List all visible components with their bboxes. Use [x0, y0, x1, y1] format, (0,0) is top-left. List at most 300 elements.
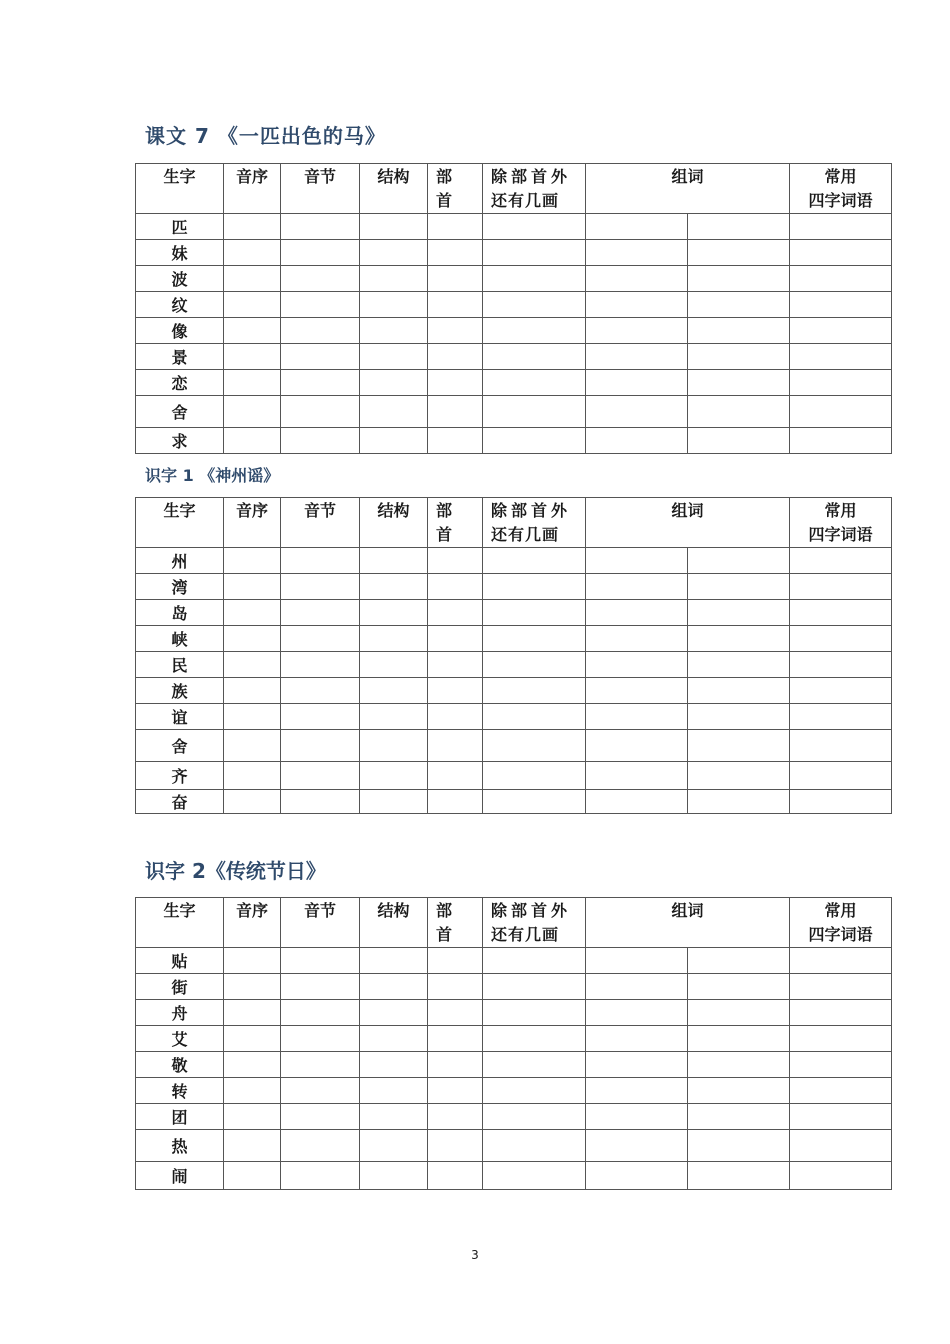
table-row	[136, 948, 892, 974]
idiom-cell[interactable]	[790, 1026, 892, 1052]
strokes-cell[interactable]	[483, 266, 586, 292]
order-cell[interactable]	[224, 626, 281, 652]
syllable-cell[interactable]	[281, 292, 360, 318]
page-number: 3	[471, 1248, 479, 1262]
syllable-cell[interactable]	[281, 762, 360, 790]
header-structure: 结构	[360, 164, 428, 214]
order-cell[interactable]	[224, 318, 281, 344]
word-cell-2[interactable]	[688, 396, 790, 428]
structure-cell[interactable]	[360, 626, 428, 652]
order-cell[interactable]	[224, 678, 281, 704]
table-row	[136, 1130, 892, 1162]
structure-cell[interactable]	[360, 266, 428, 292]
character-cell: 舍	[136, 730, 224, 762]
header-idioms-line2: 四字词语	[808, 525, 873, 544]
header-syllable: 音节	[281, 898, 360, 948]
word-cell-1[interactable]	[586, 214, 688, 240]
idiom-cell[interactable]	[790, 1162, 892, 1190]
table-row	[136, 292, 892, 318]
header-strokes-line2: 还有几画	[491, 191, 560, 210]
order-cell[interactable]	[224, 396, 281, 428]
word-cell-1[interactable]	[586, 266, 688, 292]
radical-cell[interactable]	[428, 1104, 483, 1130]
strokes-cell[interactable]	[483, 214, 586, 240]
strokes-cell[interactable]	[483, 1130, 586, 1162]
radical-cell[interactable]	[428, 704, 483, 730]
character-cell: 舟	[136, 1000, 224, 1026]
table-row	[136, 318, 892, 344]
structure-cell[interactable]	[360, 396, 428, 428]
order-cell[interactable]	[224, 1052, 281, 1078]
idiom-cell[interactable]	[790, 240, 892, 266]
idiom-cell[interactable]	[790, 974, 892, 1000]
word-cell-1[interactable]	[586, 292, 688, 318]
word-cell-1[interactable]	[586, 1130, 688, 1162]
idiom-cell[interactable]	[790, 318, 892, 344]
idiom-cell[interactable]	[790, 1000, 892, 1026]
character-cell: 州	[136, 548, 224, 574]
word-cell-2[interactable]	[688, 704, 790, 730]
header-structure: 结构	[360, 498, 428, 548]
syllable-cell[interactable]	[281, 600, 360, 626]
strokes-cell[interactable]	[483, 370, 586, 396]
character-cell: 匹	[136, 214, 224, 240]
strokes-cell[interactable]	[483, 762, 586, 790]
structure-cell[interactable]	[360, 240, 428, 266]
word-cell-1[interactable]	[586, 548, 688, 574]
strokes-cell[interactable]	[483, 1026, 586, 1052]
section-title-literacy1: 识字 1 《神州谣》	[145, 466, 280, 485]
character-cell: 街	[136, 974, 224, 1000]
structure-cell[interactable]	[360, 1130, 428, 1162]
radical-cell[interactable]	[428, 600, 483, 626]
word-cell-2[interactable]	[688, 240, 790, 266]
header-order: 音序	[224, 498, 281, 548]
word-cell-2[interactable]	[688, 790, 790, 814]
order-cell[interactable]	[224, 1130, 281, 1162]
word-cell-2[interactable]	[688, 762, 790, 790]
idiom-cell[interactable]	[790, 214, 892, 240]
structure-cell[interactable]	[360, 292, 428, 318]
word-cell-1[interactable]	[586, 370, 688, 396]
word-cell-2[interactable]	[688, 678, 790, 704]
header-idioms-line2: 四字词语	[808, 191, 873, 210]
character-cell: 热	[136, 1130, 224, 1162]
structure-cell[interactable]	[360, 704, 428, 730]
syllable-cell[interactable]	[281, 652, 360, 678]
header-idioms	[790, 164, 892, 214]
order-cell[interactable]	[224, 370, 281, 396]
idiom-cell[interactable]	[790, 626, 892, 652]
word-cell-1[interactable]	[586, 730, 688, 762]
strokes-cell[interactable]	[483, 574, 586, 600]
table-row	[136, 600, 892, 626]
table-row	[136, 652, 892, 678]
table-row	[136, 1026, 892, 1052]
radical-cell[interactable]	[428, 1000, 483, 1026]
header-radical	[428, 498, 483, 548]
idiom-cell[interactable]	[790, 548, 892, 574]
structure-cell[interactable]	[360, 948, 428, 974]
structure-cell[interactable]	[360, 730, 428, 762]
order-cell[interactable]	[224, 1104, 281, 1130]
table-row	[136, 974, 892, 1000]
strokes-cell[interactable]	[483, 1052, 586, 1078]
word-cell-2[interactable]	[688, 626, 790, 652]
word-cell-2[interactable]	[688, 1104, 790, 1130]
strokes-cell[interactable]	[483, 344, 586, 370]
radical-cell[interactable]	[428, 266, 483, 292]
order-cell[interactable]	[224, 574, 281, 600]
idiom-cell[interactable]	[790, 600, 892, 626]
radical-cell[interactable]	[428, 1130, 483, 1162]
idiom-cell[interactable]	[790, 652, 892, 678]
radical-cell[interactable]	[428, 626, 483, 652]
character-cell: 波	[136, 266, 224, 292]
character-cell: 舍	[136, 396, 224, 428]
header-strokes-line2: 还有几画	[491, 925, 560, 944]
order-cell[interactable]	[224, 1000, 281, 1026]
order-cell[interactable]	[224, 600, 281, 626]
syllable-cell[interactable]	[281, 370, 360, 396]
structure-cell[interactable]	[360, 600, 428, 626]
syllable-cell[interactable]	[281, 1162, 360, 1190]
word-cell-2[interactable]	[688, 428, 790, 454]
word-cell-2[interactable]	[688, 214, 790, 240]
header-idioms	[790, 498, 892, 548]
word-cell-2[interactable]	[688, 730, 790, 762]
strokes-cell[interactable]	[483, 240, 586, 266]
idiom-cell[interactable]	[790, 1130, 892, 1162]
word-cell-2[interactable]	[688, 344, 790, 370]
word-cell-2[interactable]	[688, 292, 790, 318]
word-cell-1[interactable]	[586, 574, 688, 600]
radical-cell[interactable]	[428, 974, 483, 1000]
radical-cell[interactable]	[428, 948, 483, 974]
word-cell-1[interactable]	[586, 652, 688, 678]
word-cell-2[interactable]	[688, 1130, 790, 1162]
syllable-cell[interactable]	[281, 240, 360, 266]
radical-cell[interactable]	[428, 428, 483, 454]
idiom-cell[interactable]	[790, 1052, 892, 1078]
radical-cell[interactable]	[428, 548, 483, 574]
structure-cell[interactable]	[360, 214, 428, 240]
syllable-cell[interactable]	[281, 790, 360, 814]
word-cell-1[interactable]	[586, 678, 688, 704]
word-cell-1[interactable]	[586, 318, 688, 344]
word-cell-1[interactable]	[586, 600, 688, 626]
syllable-cell[interactable]	[281, 1130, 360, 1162]
strokes-cell[interactable]	[483, 318, 586, 344]
radical-cell[interactable]	[428, 1026, 483, 1052]
syllable-cell[interactable]	[281, 974, 360, 1000]
word-cell-1[interactable]	[586, 1052, 688, 1078]
syllable-cell[interactable]	[281, 1000, 360, 1026]
word-cell-1[interactable]	[586, 1162, 688, 1190]
word-cell-2[interactable]	[688, 948, 790, 974]
structure-cell[interactable]	[360, 318, 428, 344]
idiom-cell[interactable]	[790, 292, 892, 318]
syllable-cell[interactable]	[281, 344, 360, 370]
order-cell[interactable]	[224, 214, 281, 240]
character-cell: 齐	[136, 762, 224, 790]
radical-cell[interactable]	[428, 574, 483, 600]
syllable-cell[interactable]	[281, 1026, 360, 1052]
idiom-cell[interactable]	[790, 678, 892, 704]
character-table-lesson7	[135, 163, 892, 454]
header-strokes-line2: 还有几画	[491, 525, 560, 544]
idiom-cell[interactable]	[790, 762, 892, 790]
table-row	[136, 704, 892, 730]
word-cell-1[interactable]	[586, 626, 688, 652]
order-cell[interactable]	[224, 266, 281, 292]
idiom-cell[interactable]	[790, 790, 892, 814]
structure-cell[interactable]	[360, 548, 428, 574]
structure-cell[interactable]	[360, 1026, 428, 1052]
order-cell[interactable]	[224, 548, 281, 574]
structure-cell[interactable]	[360, 790, 428, 814]
radical-cell[interactable]	[428, 344, 483, 370]
syllable-cell[interactable]	[281, 678, 360, 704]
strokes-cell[interactable]	[483, 292, 586, 318]
strokes-cell[interactable]	[483, 626, 586, 652]
table-row	[136, 1162, 892, 1190]
strokes-cell[interactable]	[483, 428, 586, 454]
syllable-cell[interactable]	[281, 318, 360, 344]
word-cell-1[interactable]	[586, 1104, 688, 1130]
word-cell-2[interactable]	[688, 574, 790, 600]
word-cell-1[interactable]	[586, 704, 688, 730]
structure-cell[interactable]	[360, 762, 428, 790]
order-cell[interactable]	[224, 948, 281, 974]
header-radical	[428, 898, 483, 948]
order-cell[interactable]	[224, 974, 281, 1000]
strokes-cell[interactable]	[483, 678, 586, 704]
strokes-cell[interactable]	[483, 600, 586, 626]
header-radical-line2: 首	[436, 925, 453, 944]
header-idioms-line1: 常用	[824, 167, 857, 186]
order-cell[interactable]	[224, 344, 281, 370]
strokes-cell[interactable]	[483, 1078, 586, 1104]
idiom-cell[interactable]	[790, 1104, 892, 1130]
strokes-cell[interactable]	[483, 704, 586, 730]
syllable-cell[interactable]	[281, 1078, 360, 1104]
header-char: 生字	[136, 498, 224, 548]
word-cell-2[interactable]	[688, 1000, 790, 1026]
order-cell[interactable]	[224, 704, 281, 730]
syllable-cell[interactable]	[281, 548, 360, 574]
idiom-cell[interactable]	[790, 266, 892, 292]
radical-cell[interactable]	[428, 1078, 483, 1104]
header-row	[136, 498, 892, 548]
header-strokes-line1: 除部首外	[491, 501, 572, 520]
table-row	[136, 730, 892, 762]
strokes-cell[interactable]	[483, 396, 586, 428]
header-strokes	[483, 164, 586, 214]
structure-cell[interactable]	[360, 974, 428, 1000]
syllable-cell[interactable]	[281, 574, 360, 600]
table-row	[136, 678, 892, 704]
character-cell: 贴	[136, 948, 224, 974]
idiom-cell[interactable]	[790, 704, 892, 730]
idiom-cell[interactable]	[790, 428, 892, 454]
header-radical-line1: 部	[436, 901, 453, 920]
header-char: 生字	[136, 164, 224, 214]
character-cell: 敬	[136, 1052, 224, 1078]
strokes-cell[interactable]	[483, 652, 586, 678]
word-cell-1[interactable]	[586, 240, 688, 266]
word-cell-2[interactable]	[688, 1162, 790, 1190]
character-cell: 奋	[136, 790, 224, 814]
syllable-cell[interactable]	[281, 396, 360, 428]
syllable-cell[interactable]	[281, 1052, 360, 1078]
section-title-literacy2: 识字 2《传统节日》	[145, 859, 326, 883]
idiom-cell[interactable]	[790, 948, 892, 974]
character-table-literacy2	[135, 897, 892, 1190]
order-cell[interactable]	[224, 1078, 281, 1104]
radical-cell[interactable]	[428, 396, 483, 428]
radical-cell[interactable]	[428, 762, 483, 790]
syllable-cell[interactable]	[281, 214, 360, 240]
character-cell: 恋	[136, 370, 224, 396]
word-cell-2[interactable]	[688, 652, 790, 678]
order-cell[interactable]	[224, 730, 281, 762]
radical-cell[interactable]	[428, 678, 483, 704]
structure-cell[interactable]	[360, 428, 428, 454]
radical-cell[interactable]	[428, 240, 483, 266]
word-cell-2[interactable]	[688, 1078, 790, 1104]
structure-cell[interactable]	[360, 344, 428, 370]
word-cell-1[interactable]	[586, 344, 688, 370]
syllable-cell[interactable]	[281, 948, 360, 974]
word-cell-1[interactable]	[586, 1000, 688, 1026]
header-strokes-line1: 除部首外	[491, 167, 572, 186]
idiom-cell[interactable]	[790, 1078, 892, 1104]
word-cell-1[interactable]	[586, 762, 688, 790]
word-cell-1[interactable]	[586, 790, 688, 814]
header-idioms-line1: 常用	[824, 501, 857, 520]
header-syllable: 音节	[281, 498, 360, 548]
strokes-cell[interactable]	[483, 790, 586, 814]
radical-cell[interactable]	[428, 370, 483, 396]
word-cell-2[interactable]	[688, 266, 790, 292]
radical-cell[interactable]	[428, 1052, 483, 1078]
word-cell-2[interactable]	[688, 318, 790, 344]
word-cell-1[interactable]	[586, 396, 688, 428]
structure-cell[interactable]	[360, 1000, 428, 1026]
word-cell-2[interactable]	[688, 1026, 790, 1052]
header-row	[136, 898, 892, 948]
syllable-cell[interactable]	[281, 266, 360, 292]
table-row	[136, 214, 892, 240]
order-cell[interactable]	[224, 762, 281, 790]
idiom-cell[interactable]	[790, 370, 892, 396]
table-row	[136, 428, 892, 454]
header-syllable: 音节	[281, 164, 360, 214]
header-idioms-line2: 四字词语	[808, 925, 873, 944]
strokes-cell[interactable]	[483, 1104, 586, 1130]
syllable-cell[interactable]	[281, 626, 360, 652]
header-structure: 结构	[360, 898, 428, 948]
structure-cell[interactable]	[360, 1104, 428, 1130]
character-table-literacy1	[135, 497, 892, 814]
header-strokes	[483, 498, 586, 548]
word-cell-2[interactable]	[688, 548, 790, 574]
structure-cell[interactable]	[360, 1078, 428, 1104]
strokes-cell[interactable]	[483, 948, 586, 974]
radical-cell[interactable]	[428, 652, 483, 678]
syllable-cell[interactable]	[281, 1104, 360, 1130]
order-cell[interactable]	[224, 790, 281, 814]
strokes-cell[interactable]	[483, 730, 586, 762]
idiom-cell[interactable]	[790, 730, 892, 762]
header-radical	[428, 164, 483, 214]
syllable-cell[interactable]	[281, 704, 360, 730]
word-cell-2[interactable]	[688, 1052, 790, 1078]
word-cell-1[interactable]	[586, 428, 688, 454]
structure-cell[interactable]	[360, 1162, 428, 1190]
structure-cell[interactable]	[360, 574, 428, 600]
word-cell-2[interactable]	[688, 974, 790, 1000]
strokes-cell[interactable]	[483, 1000, 586, 1026]
idiom-cell[interactable]	[790, 344, 892, 370]
strokes-cell[interactable]	[483, 548, 586, 574]
header-idioms-line1: 常用	[824, 901, 857, 920]
order-cell[interactable]	[224, 1026, 281, 1052]
radical-cell[interactable]	[428, 318, 483, 344]
table-row	[136, 344, 892, 370]
structure-cell[interactable]	[360, 370, 428, 396]
order-cell[interactable]	[224, 1162, 281, 1190]
radical-cell[interactable]	[428, 214, 483, 240]
radical-cell[interactable]	[428, 1162, 483, 1190]
character-cell: 岛	[136, 600, 224, 626]
order-cell[interactable]	[224, 292, 281, 318]
table-row	[136, 266, 892, 292]
word-cell-1[interactable]	[586, 1026, 688, 1052]
header-char: 生字	[136, 898, 224, 948]
structure-cell[interactable]	[360, 652, 428, 678]
character-cell: 峡	[136, 626, 224, 652]
idiom-cell[interactable]	[790, 574, 892, 600]
header-radical-line2: 首	[436, 525, 453, 544]
syllable-cell[interactable]	[281, 730, 360, 762]
word-cell-2[interactable]	[688, 600, 790, 626]
order-cell[interactable]	[224, 428, 281, 454]
radical-cell[interactable]	[428, 292, 483, 318]
syllable-cell[interactable]	[281, 428, 360, 454]
idiom-cell[interactable]	[790, 396, 892, 428]
word-cell-1[interactable]	[586, 1078, 688, 1104]
word-cell-1[interactable]	[586, 974, 688, 1000]
radical-cell[interactable]	[428, 790, 483, 814]
table-row	[136, 396, 892, 428]
order-cell[interactable]	[224, 652, 281, 678]
strokes-cell[interactable]	[483, 974, 586, 1000]
word-cell-1[interactable]	[586, 948, 688, 974]
radical-cell[interactable]	[428, 730, 483, 762]
order-cell[interactable]	[224, 240, 281, 266]
strokes-cell[interactable]	[483, 1162, 586, 1190]
header-words: 组词	[586, 898, 790, 948]
structure-cell[interactable]	[360, 1052, 428, 1078]
table-row	[136, 370, 892, 396]
character-cell: 团	[136, 1104, 224, 1130]
header-order: 音序	[224, 898, 281, 948]
table-row	[136, 1000, 892, 1026]
structure-cell[interactable]	[360, 678, 428, 704]
word-cell-2[interactable]	[688, 370, 790, 396]
